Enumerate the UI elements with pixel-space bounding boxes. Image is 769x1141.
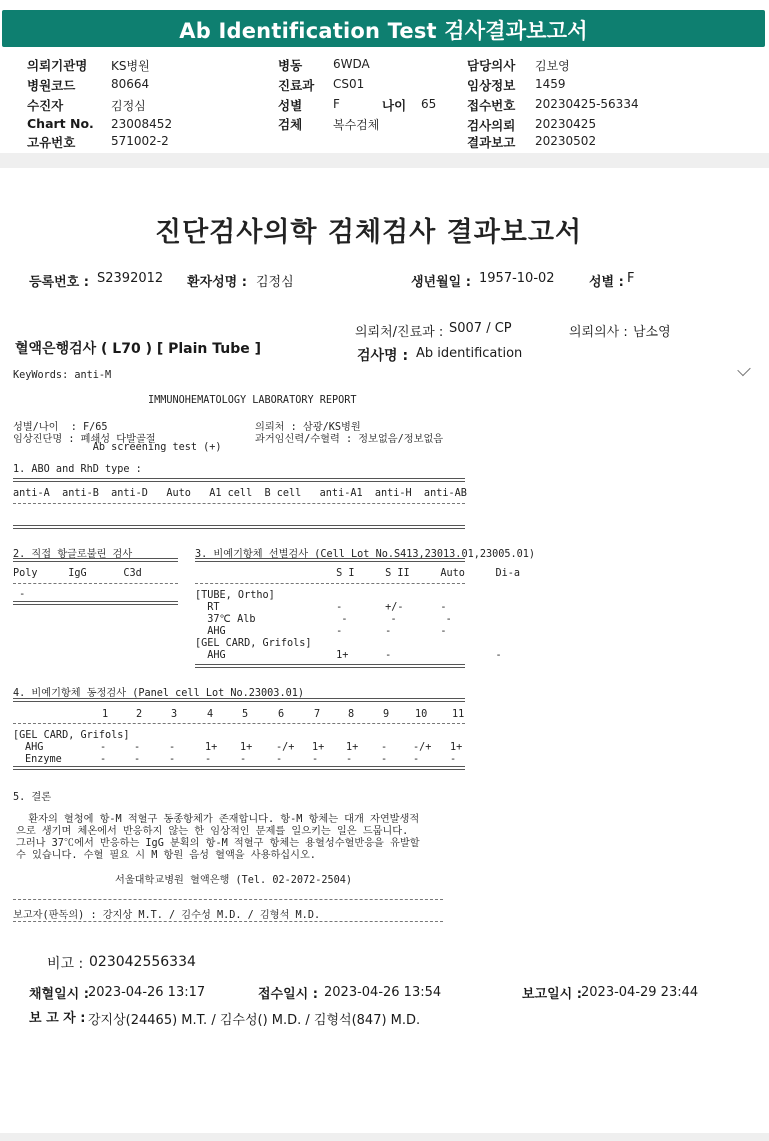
dob-label: 생년월일 : — [411, 275, 471, 290]
unique-no-value: 571002-2 — [111, 134, 169, 148]
panel-cell-result: - — [276, 754, 283, 765]
lab-report-title: IMMUNOHEMATOLOGY LABORATORY REPORT — [148, 395, 357, 406]
specimen-label: 검체 — [278, 117, 303, 132]
section1-mid-rule — [13, 503, 465, 504]
panel-group-label: [GEL CARD, Grifols] — [13, 730, 130, 741]
result-date-value: 20230502 — [535, 134, 597, 148]
note-label: 비고 : — [47, 956, 84, 972]
request-date-value: 20230425 — [535, 117, 597, 131]
specimen-value: 복수검체 — [333, 118, 380, 132]
panel-cell-number: 3 — [171, 709, 178, 720]
request-date-label: 검사의뢰 — [467, 118, 516, 133]
panel-cell-result: -/+ — [276, 742, 295, 753]
panel-cell-number: 2 — [136, 709, 143, 720]
panel-cell-number: 10 — [415, 709, 428, 720]
section1-columns: anti-A anti-B anti-D Auto A1 cell B cell anti-A1 anti-H anti-AB — [13, 488, 467, 499]
report-time-label: 보고일시 : — [522, 987, 582, 1002]
clinical-info-value: 1459 — [535, 77, 566, 91]
patient-value: 김정심 — [111, 99, 146, 113]
reg-no-value: S2392012 — [97, 271, 164, 286]
scanned-report — [0, 168, 769, 1133]
collect-time-value: 2023-04-26 13:17 — [88, 985, 206, 1000]
section2-title: 2. 직접 항글로불린 검사 — [13, 549, 133, 560]
panel-cell-number: 11 — [452, 709, 465, 720]
panel-cell-result: - — [381, 754, 388, 765]
bottom-separator — [0, 1132, 769, 1141]
department-value: CS01 — [333, 77, 365, 91]
sex-label-2: 성별 : — [589, 275, 624, 290]
dob-value: 1957-10-02 — [479, 271, 555, 286]
reg-no-label: 등록번호 : — [29, 275, 89, 290]
scroll-arrow-icon — [737, 363, 750, 376]
report-title: Ab Identification Test 검사결과보고서 — [179, 19, 588, 43]
panel-row-label: Enzyme — [25, 754, 62, 765]
patient-name-value: 김정심 — [256, 275, 294, 290]
section3-title: 3. 비예기항체 선별검사 (Cell Lot No.S413,23013.01,23005.01) — [195, 549, 536, 560]
collect-time-label: 채혈일시 : — [29, 987, 89, 1002]
panel-cell-result: - — [240, 754, 247, 765]
receipt-no-value: 20230425-56334 — [535, 97, 639, 111]
conclusion-line: 수 있습니다. 수혈 필요 시 M 항원 음성 혈액을 사용하십시오. — [16, 850, 316, 861]
section2-top-rule — [13, 558, 178, 562]
section3-top-rule — [195, 558, 465, 562]
reporter-label: 보 고 자 : — [29, 1011, 86, 1026]
hospital-code-value: 80664 — [111, 77, 150, 91]
note-value: 023042556334 — [89, 954, 196, 970]
section3-bottom-rule — [195, 664, 465, 668]
section1-title: 1. ABO and RhD type : — [13, 464, 142, 475]
panel-cell-result: 1+ — [240, 742, 253, 753]
patient-label: 수진자 — [27, 98, 64, 113]
hospital-name-value: KS병원 — [111, 59, 150, 73]
section3-row: AHG - - - — [195, 626, 447, 637]
age-value: 65 — [421, 97, 437, 111]
panel-cell-result: - — [346, 754, 353, 765]
department-label: 진료과 — [278, 78, 315, 93]
section1-bottom-rule — [13, 525, 465, 529]
clinical-info-label: 임상정보 — [467, 78, 516, 93]
sex-value-2: F — [627, 271, 635, 286]
patient-name-label: 환자성명 : — [187, 275, 247, 290]
panel-cell-result: - — [312, 754, 319, 765]
header-separator — [0, 153, 769, 169]
hospital-name-label: 의뢰기관명 — [27, 58, 88, 73]
ward-label: 병동 — [278, 58, 303, 73]
panel-cell-result: - — [169, 754, 176, 765]
panel-cell-result: 1+ — [205, 742, 218, 753]
panel-cell-result: 1+ — [346, 742, 359, 753]
panel-cell-number: 4 — [207, 709, 214, 720]
reporter-line: 보고자(판독의) : 강지상 M.T. / 김수성 M.D. / 김형석 M.D. — [13, 910, 321, 921]
doctor-value: 김보영 — [535, 59, 570, 73]
doctor-label: 담당의사 — [467, 58, 516, 73]
hospital-line: 서울대학교병원 혈액은행 (Tel. 02-2072-2504) — [115, 875, 353, 886]
requester-line: 의뢰처 : 삼광/KS병원 — [255, 422, 361, 433]
section3-row: AHG 1+ - - — [195, 650, 502, 661]
panel-cell-result: - — [169, 742, 176, 753]
receipt-no-label: 접수번호 — [467, 98, 516, 113]
panel-cell-result: - — [205, 754, 212, 765]
panel-cell-result: - — [413, 754, 420, 765]
sex-value: F — [333, 97, 340, 111]
reporter-value: 강지상(24465) M.T. / 김수성() M.D. / 김형석(847) M.D. — [88, 1013, 421, 1028]
panel-cell-result: 1+ — [312, 742, 325, 753]
panel-cell-result: - — [381, 742, 388, 753]
section4-bottom-rule — [13, 766, 465, 770]
section2-columns: Poly IgG C3d — [13, 568, 142, 579]
section3-columns: S I S II Auto Di-a — [195, 568, 521, 579]
section3-row: 37℃ Alb - - - — [195, 614, 452, 625]
history-line: 과거임신력/수혈력 : 정보없음/정보없음 — [255, 434, 444, 445]
ordering-doctor-value: 남소영 — [633, 325, 671, 340]
section4-mid-rule — [13, 723, 465, 724]
panel-cell-number: 7 — [314, 709, 321, 720]
conclusion-line: 그러나 37℃에서 반응하는 IgG 분획의 항-M 적혈구 항체는 용혈성수혈반응을 유발할 — [16, 838, 420, 849]
sex-label: 성별 — [278, 98, 303, 113]
chart-no-label: Chart No. — [27, 116, 94, 131]
section2-bottom-rule — [13, 601, 178, 605]
chart-no-value: 23008452 — [111, 117, 173, 131]
panel-cell-result: - — [134, 742, 141, 753]
unique-no-label: 고유번호 — [27, 135, 76, 150]
report-time-value: 2023-04-29 23:44 — [581, 985, 699, 1000]
panel-cell-number: 6 — [278, 709, 285, 720]
keywords: KeyWords: anti-M — [13, 370, 112, 381]
section3-row: [TUBE, Ortho] — [195, 590, 275, 601]
panel-cell-result: - — [134, 754, 141, 765]
panel-cell-result: -/+ — [413, 742, 432, 753]
reporter-top-rule — [13, 899, 443, 900]
panel-cell-result: - — [100, 742, 107, 753]
section2-value: - — [13, 589, 26, 600]
section4-title: 4. 비예기항체 동정검사 (Panel cell Lot No.23003.01) — [13, 688, 304, 699]
sex-age-line: 성별/나이 : F/65 — [13, 422, 108, 433]
screening-line: Ab screening test (+) — [13, 442, 222, 453]
section2-mid-rule — [13, 583, 178, 584]
section1-top-rule — [13, 478, 465, 482]
receive-time-value: 2023-04-26 13:54 — [324, 985, 442, 1000]
ordering-doctor-label: 의뢰의사 : — [569, 325, 628, 340]
hospital-code-label: 병원코드 — [27, 78, 76, 93]
conclusion-line: 으로 생기며 체온에서 반응하지 않는 한 임상적인 문제를 일으키는 일은 드뭅니다. — [16, 826, 409, 837]
section3-mid-rule — [195, 583, 465, 584]
result-date-label: 결과보고 — [467, 135, 516, 150]
panel-row-label: AHG — [25, 742, 44, 753]
reporter-bottom-rule — [13, 921, 443, 922]
panel-cell-result: - — [100, 754, 107, 765]
main-title: 진단검사의학 검체검사 결과보고서 — [155, 217, 583, 248]
section3-row: RT - +/- - — [195, 602, 447, 613]
panel-cell-number: 1 — [102, 709, 109, 720]
receive-time-label: 접수일시 : — [258, 987, 318, 1002]
panel-cell-number: 9 — [383, 709, 390, 720]
test-name-value: Ab identification — [416, 346, 523, 361]
panel-cell-number: 5 — [242, 709, 249, 720]
panel-cell-result: - — [450, 754, 457, 765]
test-name-label: 검사명 : — [357, 348, 409, 364]
diagnosis-line: 임상진단명 : 폐쇄성 다발골절 — [13, 434, 156, 445]
section4-top-rule — [13, 698, 465, 702]
conclusion-line: 환자의 혈청에 항-M 적혈구 동종항체가 존재합니다. 항-M 항체는 대개 자연발생적 — [16, 814, 420, 825]
age-label: 나이 — [382, 98, 407, 113]
section3-row: [GEL CARD, Grifols] — [195, 638, 312, 649]
dept-label: 의뢰처/진료과 : — [355, 325, 444, 340]
panel-cell-number: 8 — [348, 709, 355, 720]
report-title-bar — [2, 10, 765, 47]
ward-value: 6WDA — [333, 57, 370, 71]
section5-title: 5. 결론 — [13, 792, 52, 803]
dept-value: S007 / CP — [449, 321, 512, 336]
test-group: 혈액은행검사 ( L70 ) [ Plain Tube ] — [15, 341, 262, 357]
panel-cell-result: 1+ — [450, 742, 463, 753]
